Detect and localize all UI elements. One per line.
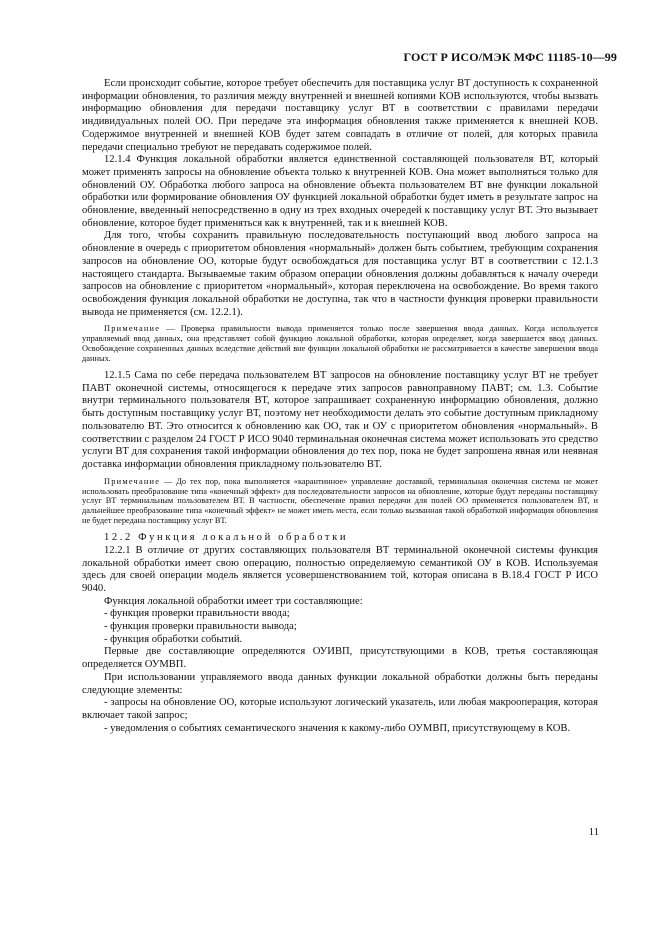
paragraph: При использовании управляемого ввода данных функции локальной обработки должны быть переданы следующие элементы: [82, 671, 598, 696]
list-item: - функция проверки правильности ввода; [104, 608, 290, 620]
paragraph: 12.2.1 В отличие от других составляющих пользователя ВТ терминальной оконечной системы функция локальной обработки имеет свою операцию, полностью определяемую семантикой ОУ в КОВ. Используемая здесь для своей операции модель является усовершенствованием той, которая описана в В.18.4 ГОСТ Р ИСО 9040. [82, 544, 598, 594]
paragraph: Если происходит событие, которое требует обеспечить для поставщика услуг ВТ доступность к сохраненной информации обновления, то различия между внутренней и внешней копиями КОВ используются, чтобы вызвать информацию обновления для передачи поставщику услуг ВТ в соответствии с правилами передачи индивидуальных полей ОО. При передаче эта информация обновления также применяется к внешней КОВ. Содержимое внутренней и внешней КОВ будет затем совпадать в отличие от полей, для которых правила передачи специально требуют не передавать содержимое полей. [82, 78, 598, 153]
paragraph: 12.1.5 Сама по себе передача пользователем ВТ запросов на обновление поставщику услуг ВТ не требует ПАВТ оконечной системы, относящегося к передаче этих запросов равноправному ПАВТ; см. 1.3. Событие внутри терминального пользователя ВТ, которое запрашивает сохраненную информацию обновления, должно быть доступным поставщику услуг ВТ, поэтому нет необходимости делать это событие доступным прикладному пользователю ВТ. Это относится к обновлению как ОО, так и ОУ с приоритетом обновления «нормальный». В соответствии с разделом 24 ГОСТ Р ИСО 9040 терминальная оконечная система может использовать это средство услуги ВТ для сохранения такой информации обновления до тех пор, пока не будет запрошена явная или неявная доставка информации обновления прикладному пользователю ВТ. [82, 369, 598, 470]
list-item: - функция обработки событий. [104, 633, 243, 645]
paragraph: 12.1.4 Функция локальной обработки является единственной составляющей пользователя ВТ, который может применять запросы на обновление объекта только к внутренней КОВ. Она может выполняться только для обновлений ОУ. Обработка любого запроса на обновление объекта пользователем ВТ вне функции локальной обработки или формирование обновления ОУ функцией локальной обработки будет иметь в результате запрос на обновление, введенный непосредственно в одну из трех входных очередей к поставщику услуг ВТ. Это вызывает обновление, которое будет применяться как к внутренней, так и к внешней КОВ. [82, 154, 598, 229]
page-header-title: ГОСТ Р ИСО/МЭК МФС 11185-10—99 [403, 50, 617, 64]
section-heading: 12.2 Функция локальной обработки [104, 532, 349, 544]
note-text: — Проверка правильности вывода применяется только после завершения ввода данных. Когда используется управляемый ввод данных, она представляет собой функцию локальной обработки, которая определяет, когда завершается ввод данных. Освобождение сохраненных данных вследствие действий вне функции локальной обработки не рассматривается в качестве завершения ввода данных. [82, 324, 598, 364]
list-item: - запросы на обновление ОО, которые используют логический указатель, или любая макрооперация, которая включает такой запрос; [82, 697, 598, 721]
note [82, 324, 598, 364]
note-text: — До тех пор, пока выполняется «карантинное» управление доставкой, терминальная оконечная система не может использовать преобразование типа «конечный эффект» для последовательности запросов на обновление, которые будут переданы поставщику услуг ВТ терминальным пользователем ВТ. В частности, обеспечение правил передачи для полей ОО применяется пользователем ВТ, и дальнейшее преобразование типа «конечный эффект» не может иметь места, если только вызванная такой обработкой информация обновления не будет передана поставщику услуг ВТ. [82, 476, 598, 526]
note [82, 477, 598, 527]
list-item: - уведомления о событиях семантического значения к какому-либо ОУМВП, присутствующему в КОВ. [104, 722, 571, 734]
note-label: Примечание [104, 476, 161, 486]
paragraph: Первые две составляющие определяются ОУИВП, присутствующими в КОВ, третья составляющая определяется ОУМВП. [82, 646, 598, 671]
paragraph: Для того, чтобы сохранить правильную последовательность поступающий ввод любого запроса на обновление в очередь с приоритетом обновления «нормальный» должен быть событием, требующим сохранения запросов на обновление ОО, которые будут освобождаться для поставщика услуг ВТ в соответствии с 12.1.3 настоящего стандарта. Вызываемые таким образом операции обновления должны добавляться к началу очереди запросов на обновление с приоритетом «нормальный», которая переключена на освобождение. Во время такого освобождения функция локальной обработки не доступна, так что в частности функция проверки правильности вывода не применяется (см. 12.2.1). [82, 230, 598, 318]
body-text [82, 78, 598, 735]
note-label: Примечание [104, 324, 161, 334]
paragraph: Функция локальной обработки имеет три составляющие: [104, 595, 363, 607]
list-item: - функция проверки правильности вывода; [104, 621, 297, 633]
page-number: 11 [588, 827, 599, 838]
